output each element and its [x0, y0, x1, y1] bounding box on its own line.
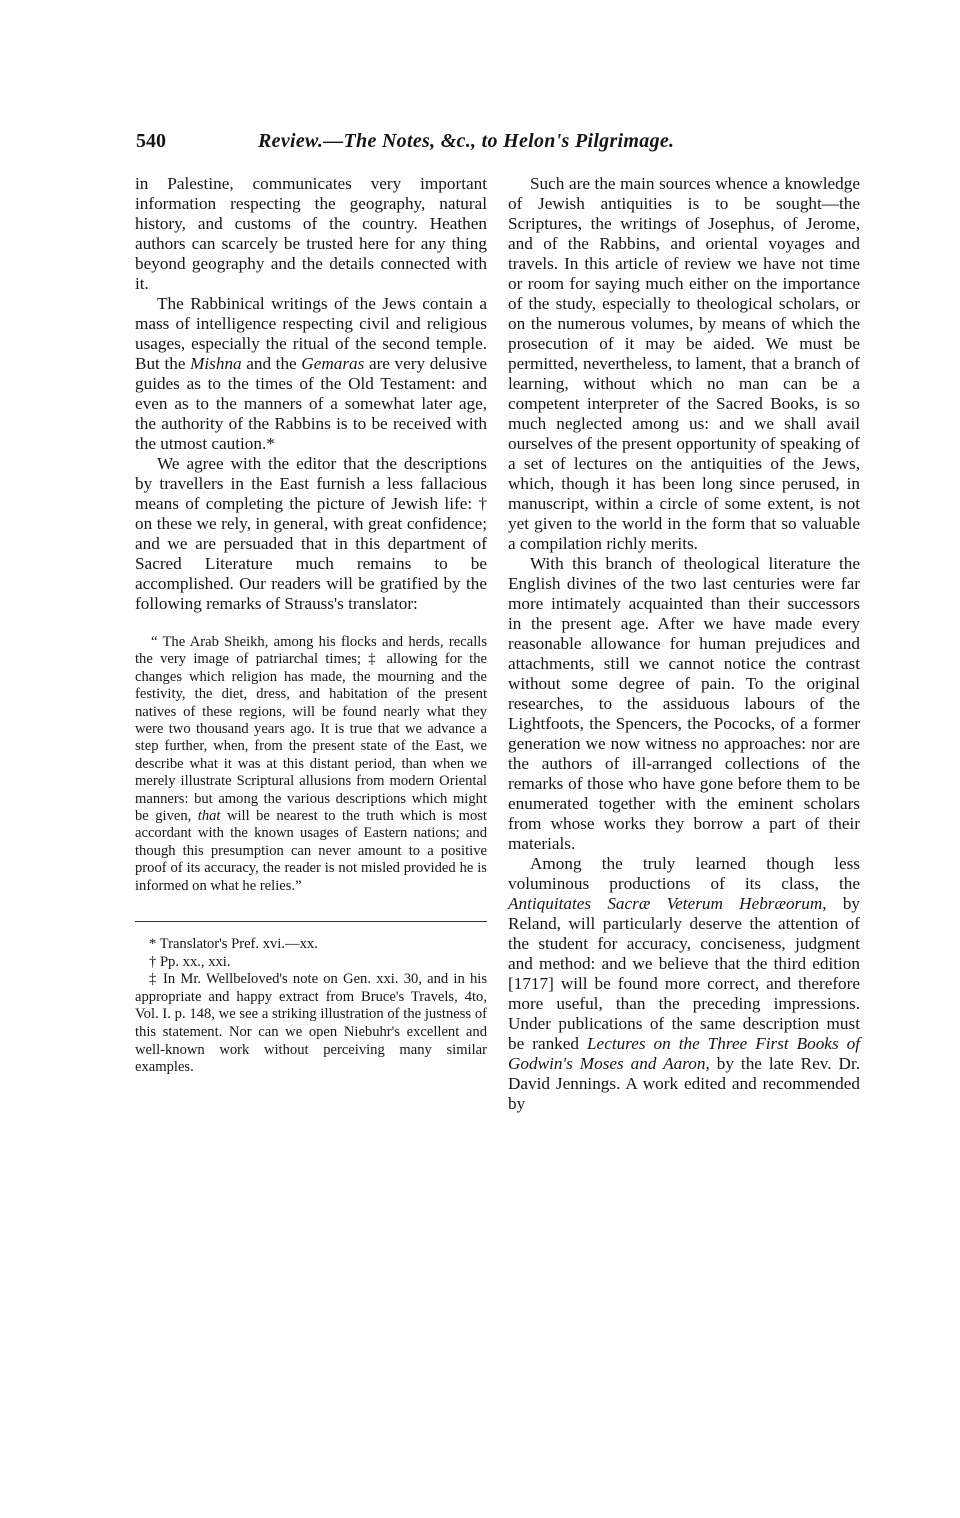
text-run: and the	[241, 354, 302, 373]
italic-term: that	[197, 808, 221, 825]
text-run: “ The Arab Sheikh, among his flocks and herds, recalls the very image of patriarchal times; ‡ allowing for the changes which religion has made, the mourning and the festivity, the diet, dress, and habitation of the present natives of these regions, will be found nearly what they were two thousand years ago. It is true that we advance a step further, when, from the present state of the East, we describe what it was at this distant period, than when we merely illustrate Scriptural allusions from modern Oriental manners: but among the various descriptions which might be given,	[135, 634, 487, 825]
footnote: ‡ In Mr. Wellbeloved's note on Gen. xxi. 30, and in his appropriate and happy extract from Bruce's Travels, 4to, Vol. I. p. 148, we see a striking illustration of the justness of this statement. Nor can we open Niebuhr's excellent and well-known work without perceiving many similar examples.	[135, 971, 487, 1076]
italic-term: Mishna	[190, 354, 242, 373]
text-run: Among the truly learned though less voluminous productions of its class, the	[508, 854, 860, 893]
footnote-divider	[135, 921, 487, 922]
paragraph: We agree with the editor that the descriptions by travellers in the East furnish a less fallacious means of completing the picture of Jewish life: † on these we rely, in general, with great confidence; and we are persuaded that in this department of Sacred Literature much remains to be accomplished. Our readers will be gratified by the following remarks of Strauss's translator:	[135, 454, 487, 613]
footnote: * Translator's Pref. xvi.—xx.	[149, 936, 318, 953]
paragraph: With this branch of theological literature the English divines of the two last centuries were far more intimately acquainted than their successors in the present age. After we have made every reasonable allowance for human prejudices and attachments, still we cannot notice the contrast without some degree of pain. To the original researches, to the assiduous labours of the Lightfoots, the Spencers, the Pococks, of a former generation we now witness no approaches: nor are the authors of ill-arranged collections of the remarks of those who have gone before them to be enumerated together with the eminent scholars from whose works they borrow a part of their materials.	[508, 554, 860, 853]
quote-paragraph	[135, 634, 487, 895]
paragraph: in Palestine, communicates very important information respecting the geography, natural history, and customs of the country. Heathen authors can scarcely be trusted here for any thing beyond geography and the details connected with it.	[135, 174, 487, 293]
footnote: † Pp. xx., xxi.	[149, 953, 231, 970]
text-run: The Rabbinical writings of the Jews contain a mass of intelligence respecting civil and religious usages, especially the ritual of the second temple. But the	[135, 294, 487, 373]
left-column	[135, 174, 487, 1077]
italic-title: Lectures on the Three First Books of Godwin's Moses and Aaron,	[508, 1034, 860, 1073]
italic-term: Gemaras	[301, 354, 365, 373]
right-column	[508, 174, 860, 1114]
page-header	[136, 130, 866, 162]
text-run: are very delusive guides as to the times of the Old Testament: and even as to the manners of a somewhat later age, the authority of the Rabbins is to be received with the utmost caution.*	[135, 354, 487, 453]
paragraph	[135, 294, 487, 454]
italic-title: Antiquitates Sacræ Veterum Hebræorum,	[508, 894, 827, 913]
block-quote	[135, 634, 487, 895]
running-head: Review.—The Notes, &c., to Helon's Pilgrimage.	[258, 130, 675, 152]
paragraph	[508, 854, 860, 1114]
text-run: will be nearest to the truth which is most accordant with the known usages of Eastern nations; and though this presumption can never amount to a positive proof of its accuracy, the reader is not misled provided he is informed on what he relies.”	[135, 808, 487, 894]
footnotes	[135, 936, 487, 1077]
text-run: by Reland, will particularly deserve the attention of the student for accuracy, conciseness, judgment and method: and we believe that the third edition [1717] will be found more correct, and therefore more useful, than the preceding impressions. Under publications of the same description must be ranked	[508, 894, 861, 1053]
text-run: by the late Rev. Dr. David Jennings. A work edited and recommended by	[508, 1054, 861, 1113]
paragraph: Such are the main sources whence a knowledge of Jewish antiquities is to be sought—the Scriptures, the writings of Josephus, of Jerome, and of the Rabbins, and oriental voyages and travels. In this article of review we have not time or room for saying much either on the importance of the study, especially to theological scholars, or on the numerous volumes, by means of which the prosecution of it may be aided. We must be permitted, nevertheless, to lament, that a branch of learning, without which no man can be a competent interpreter of the Sacred Books, is so much neglected among us: and we shall avail ourselves of the present opportunity of speaking of a set of lectures on the antiquities of the Jews, which, though it has been long since perused, in manuscript, within a circle of some extent, is not yet given to the world in the form that so valuable a compilation richly merits.	[508, 174, 860, 553]
page-number: 540	[136, 130, 166, 152]
